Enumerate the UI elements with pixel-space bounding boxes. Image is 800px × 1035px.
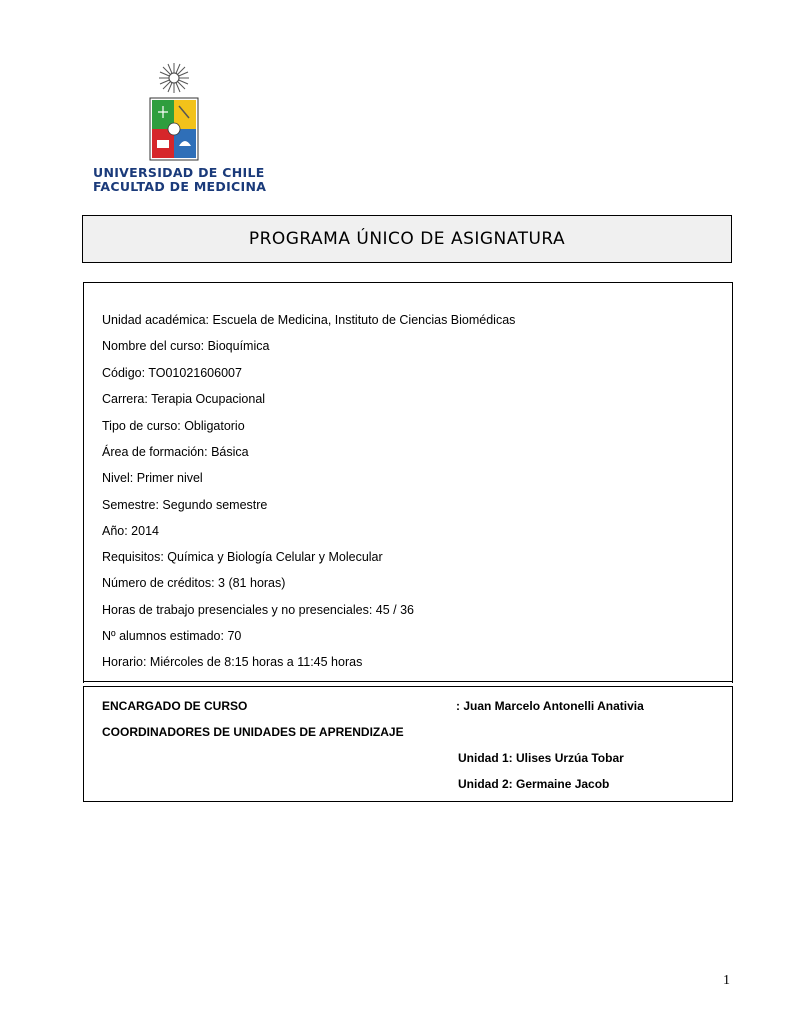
- info-alumnos: Nº alumnos estimado: 70: [102, 629, 242, 643]
- unit-1-coordinator: Unidad 1: Ulises Urzúa Tobar: [458, 751, 624, 765]
- info-area: Área de formación: Básica: [102, 445, 249, 459]
- faculty-name: FACULTAD DE MEDICINA: [93, 179, 267, 194]
- info-semestre: Semestre: Segundo semestre: [102, 498, 268, 512]
- info-nombre: Nombre del curso: Bioquímica: [102, 339, 270, 353]
- encargado-label: ENCARGADO DE CURSO: [102, 699, 248, 713]
- document-title: PROGRAMA ÚNICO DE ASIGNATURA: [248, 229, 566, 249]
- title-box: [82, 215, 732, 263]
- course-info-box: [83, 282, 733, 683]
- info-requisitos: Requisitos: Química y Biología Celular y Molecular: [102, 550, 383, 564]
- info-creditos: Número de créditos: 3 (81 horas): [102, 576, 286, 590]
- info-carrera: Carrera: Terapia Ocupacional: [102, 392, 266, 406]
- info-horario: Horario: Miércoles de 8:15 horas a 11:45 horas: [102, 655, 363, 669]
- coordinadores-label: COORDINADORES DE UNIDADES DE APRENDIZAJE: [102, 725, 404, 739]
- info-tipo: Tipo de curso: Obligatorio: [102, 419, 245, 433]
- info-nivel: Nivel: Primer nivel: [102, 471, 203, 485]
- info-codigo: Código: TO01021606007: [102, 366, 242, 380]
- university-name: UNIVERSIDAD DE CHILE: [93, 165, 265, 180]
- unit-2-coordinator: Unidad 2: Germaine Jacob: [458, 777, 610, 791]
- info-ano: Año: 2014: [102, 524, 159, 538]
- info-horas: Horas de trabajo presenciales y no presenciales: 45 / 36: [102, 603, 414, 617]
- page-number: 1: [723, 973, 730, 988]
- info-unidad: Unidad académica: Escuela de Medicina, Instituto de Ciencias Biomédicas: [102, 313, 516, 327]
- encargado-value: : Juan Marcelo Antonelli Anativia: [456, 699, 644, 713]
- divider: [83, 681, 733, 682]
- staff-box: [83, 686, 733, 802]
- university-seal-icon: [148, 62, 200, 166]
